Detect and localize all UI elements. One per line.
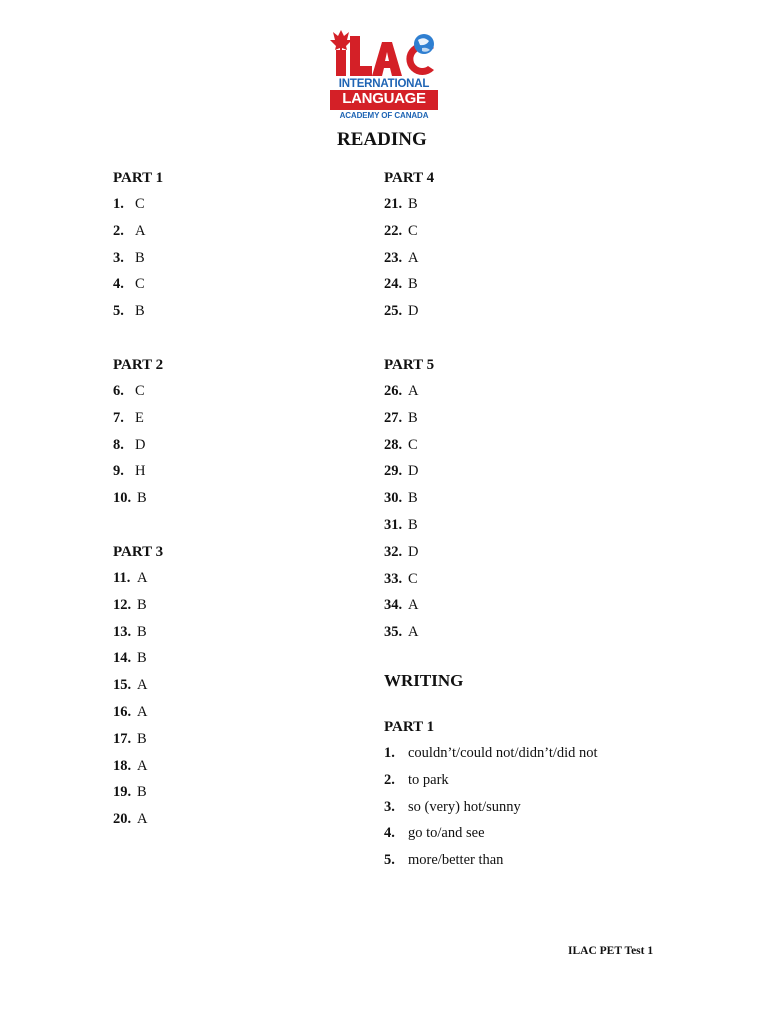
list-item <box>384 490 418 517</box>
item-answer: D <box>135 436 146 453</box>
item-answer: B <box>408 516 418 533</box>
item-answer: B <box>408 196 418 212</box>
item-answer: E <box>135 409 144 426</box>
list-item <box>113 250 145 277</box>
item-number: 2. <box>113 222 124 239</box>
reading-part-4-list <box>384 196 418 330</box>
item-answer: more/better than <box>408 852 504 869</box>
list-item <box>384 544 418 571</box>
list-item <box>384 410 418 437</box>
item-answer: B <box>135 249 145 266</box>
reading-part-1-list <box>113 196 145 330</box>
page-footer: ILAC PET Test 1 <box>568 945 654 957</box>
item-answer: to park <box>408 771 449 788</box>
list-item <box>384 799 598 826</box>
logo-language: LANGUAGE <box>342 90 426 107</box>
item-answer: C <box>135 383 145 399</box>
item-number: 32. <box>384 543 403 560</box>
list-item <box>113 731 147 758</box>
list-item <box>113 784 147 811</box>
writing-part-1-label: PART 1 <box>384 719 435 735</box>
item-number: 22. <box>384 222 403 239</box>
item-answer: A <box>137 703 148 720</box>
item-number: 14. <box>113 650 132 667</box>
item-answer: B <box>137 596 147 613</box>
item-answer: A <box>137 811 148 828</box>
list-item <box>113 490 147 517</box>
item-number: 24. <box>384 276 403 293</box>
list-item <box>384 852 598 879</box>
list-item <box>113 650 147 677</box>
list-item <box>113 597 147 624</box>
item-number: 17. <box>113 730 132 747</box>
item-answer: C <box>408 222 418 239</box>
list-item <box>384 303 418 330</box>
item-number: 4. <box>113 276 124 293</box>
item-number: 33. <box>384 570 403 587</box>
item-number: 1. <box>384 745 395 761</box>
item-answer: D <box>408 543 419 560</box>
item-answer: B <box>137 623 147 640</box>
list-item <box>384 517 418 544</box>
item-answer: A <box>137 570 148 586</box>
item-number: 27. <box>384 409 403 426</box>
item-number: 20. <box>113 811 132 828</box>
list-item <box>113 410 147 437</box>
reading-part-4-label: PART 4 <box>384 170 435 186</box>
item-number: 9. <box>113 463 124 480</box>
list-item <box>113 303 145 330</box>
item-number: 35. <box>384 624 403 641</box>
item-number: 30. <box>384 490 403 507</box>
ilac-logo <box>330 30 438 126</box>
item-number: 34. <box>384 597 403 614</box>
item-number: 7. <box>113 409 124 426</box>
reading-part-1-label: PART 1 <box>113 170 164 186</box>
item-answer: A <box>135 222 146 239</box>
item-number: 26. <box>384 383 403 399</box>
list-item <box>384 196 418 223</box>
list-item <box>113 811 147 838</box>
reading-part-2-label: PART 2 <box>113 357 164 373</box>
item-answer: B <box>135 303 145 320</box>
list-item <box>384 276 418 303</box>
list-item <box>384 597 418 624</box>
list-item <box>113 276 145 303</box>
list-item <box>384 624 418 651</box>
list-item <box>384 571 418 598</box>
item-number: 28. <box>384 436 403 453</box>
item-answer: C <box>135 276 145 293</box>
item-number: 4. <box>384 825 395 842</box>
list-item <box>384 745 598 772</box>
logo-academy: ACADEMY OF CANADA <box>339 111 429 120</box>
item-number: 15. <box>113 677 132 694</box>
item-answer: A <box>137 757 148 774</box>
item-number: 29. <box>384 463 403 480</box>
list-item <box>113 570 147 597</box>
list-item <box>113 223 145 250</box>
item-number: 8. <box>113 436 124 453</box>
item-answer: A <box>408 249 419 266</box>
item-answer: C <box>135 196 145 212</box>
item-number: 23. <box>384 249 403 266</box>
item-number: 10. <box>113 490 132 507</box>
list-item <box>113 463 147 490</box>
item-number: 13. <box>113 623 132 640</box>
item-number: 19. <box>113 784 132 801</box>
item-answer: B <box>137 730 147 747</box>
list-item <box>113 677 147 704</box>
list-item <box>384 383 418 410</box>
item-number: 16. <box>113 703 132 720</box>
item-number: 1. <box>113 196 124 212</box>
list-item <box>384 250 418 277</box>
list-item <box>113 704 147 731</box>
reading-title: READING <box>337 129 427 150</box>
list-item <box>113 383 147 410</box>
item-answer: so (very) hot/sunny <box>408 798 521 815</box>
item-answer: C <box>408 570 418 587</box>
item-answer: H <box>135 463 146 480</box>
reading-part-2-list <box>113 383 147 517</box>
item-answer: B <box>137 650 147 667</box>
list-item <box>113 758 147 785</box>
item-number: 12. <box>113 596 132 613</box>
item-answer: couldn’t/could not/didn’t/did not <box>408 745 598 761</box>
logo-international: INTERNATIONAL <box>338 78 430 90</box>
list-item <box>384 463 418 490</box>
item-answer: D <box>408 303 419 320</box>
list-item <box>113 437 147 464</box>
item-number: 2. <box>384 771 395 788</box>
list-item <box>384 772 598 799</box>
item-number: 31. <box>384 516 403 533</box>
reading-part-5-list <box>384 383 418 651</box>
reading-part-5-label: PART 5 <box>384 357 435 373</box>
ilac-wordmark-icon <box>330 30 438 78</box>
item-answer: B <box>408 409 418 426</box>
item-number: 18. <box>113 757 132 774</box>
item-answer: A <box>408 624 419 641</box>
item-answer: B <box>137 784 147 801</box>
item-number: 11. <box>113 570 131 586</box>
reading-part-3-label: PART 3 <box>113 544 164 560</box>
reading-part-3-list <box>113 570 147 838</box>
item-answer: C <box>408 436 418 453</box>
item-answer: go to/and see <box>408 825 485 842</box>
item-answer: A <box>408 597 419 614</box>
item-answer: B <box>137 490 147 507</box>
list-item <box>113 624 147 651</box>
writing-part-1-list <box>384 745 598 879</box>
item-answer: A <box>408 383 419 399</box>
item-answer: A <box>137 677 148 694</box>
item-number: 6. <box>113 383 124 399</box>
item-answer: B <box>408 490 418 507</box>
list-item <box>113 196 145 223</box>
list-item <box>384 223 418 250</box>
list-item <box>384 437 418 464</box>
item-number: 25. <box>384 303 403 320</box>
item-answer: B <box>408 276 418 293</box>
item-answer: D <box>408 463 419 480</box>
list-item <box>384 825 598 852</box>
item-number: 21. <box>384 196 403 212</box>
item-number: 3. <box>113 249 124 266</box>
item-number: 3. <box>384 798 395 815</box>
item-number: 5. <box>113 303 124 320</box>
item-number: 5. <box>384 852 395 869</box>
writing-title: WRITING <box>384 671 464 690</box>
